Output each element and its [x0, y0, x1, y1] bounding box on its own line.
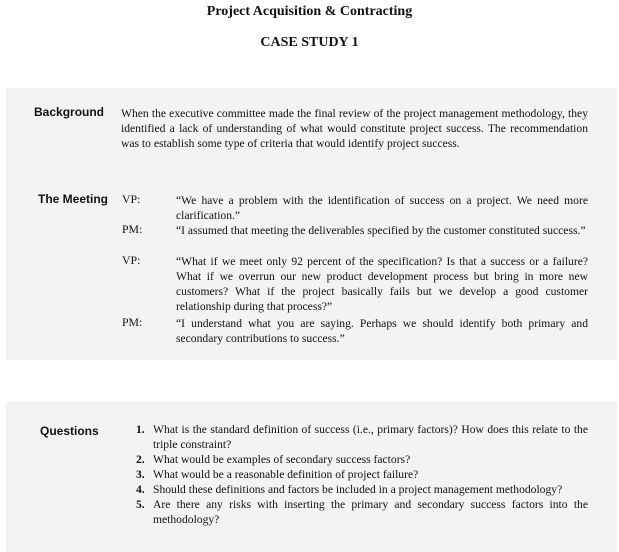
question-text: What would be examples of secondary success factors? [153, 453, 411, 466]
speaker-label: VP: [122, 192, 141, 206]
question-number: 2. [136, 453, 145, 466]
question-item [136, 452, 588, 467]
question-number: 3. [136, 468, 145, 481]
question-text: What is the standard definition of success (i.e., primary factors)? How does this relate to the triple constraint? [153, 423, 588, 451]
question-item [136, 422, 588, 452]
question-text: What would be a reasonable definition of project failure? [153, 468, 419, 481]
meeting-label: The Meeting [38, 192, 109, 206]
speaker-label: PM: [122, 315, 143, 329]
question-text: Are there any risks with inserting the primary and secondary success factors into the methodology? [153, 498, 588, 526]
speaker-label: PM: [122, 222, 143, 236]
case-study-heading: CASE STUDY 1 [260, 35, 359, 50]
dialogue-line: “I understand what you are saying. Perhaps we should identify both primary and secondary contributions to success.” [176, 317, 588, 345]
question-number: 1. [136, 423, 145, 436]
question-number: 5. [136, 498, 145, 511]
question-item [136, 482, 588, 497]
question-text: Should these definitions and factors be included in a project management methodology? [153, 483, 563, 496]
dialogue-line: “We have a problem with the identification of success on a project. We need more clarification.” [176, 194, 588, 222]
question-item [136, 467, 588, 482]
questions-list [136, 422, 588, 527]
questions-label: Questions [40, 424, 99, 438]
question-item [136, 497, 588, 527]
question-number: 4. [136, 483, 145, 496]
page-title: Project Acquisition & Contracting [206, 4, 413, 19]
background-text: When the executive committee made the final review of the project management methodology, they identified a lack of understanding of what would constitute project success. The recommendation was to establish some type of criteria that would identify project success. [121, 107, 588, 150]
background-label: Background [34, 105, 105, 119]
dialogue-line: “What if we meet only 92 percent of the specification? Is that a success or a failure? What if we overrun our new product development process but bring in more new customers? What if the project basically fails but we develop a good customer relationship during that process?” [176, 255, 588, 313]
speaker-label: VP: [122, 253, 141, 267]
dialogue-line: “I assumed that meeting the deliverables specified by the customer constituted success.” [176, 224, 586, 237]
